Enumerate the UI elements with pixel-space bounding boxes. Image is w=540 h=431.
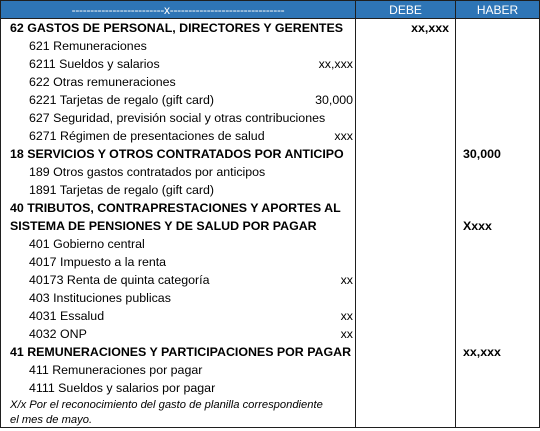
table-row <box>1 200 539 218</box>
haber-amount: xx,xxx <box>463 345 501 359</box>
partial-amount: xx <box>340 327 353 341</box>
account-title: 6221 Tarjetas de regalo (gift card) <box>29 93 215 107</box>
table-row <box>1 92 539 110</box>
table-row <box>1 326 539 344</box>
table-row <box>1 218 539 236</box>
account-title: 40 TRIBUTOS, CONTRAPRESTACIONES Y APORTES AL <box>10 201 341 215</box>
table-row <box>1 308 539 326</box>
table-row <box>1 236 539 254</box>
table-row <box>1 182 539 200</box>
account-title: 411 Remuneraciones por pagar <box>29 363 203 377</box>
table-row <box>1 272 539 290</box>
account-title: 62 GASTOS DE PERSONAL, DIRECTORES Y GERENTES <box>10 21 344 35</box>
account-title: 189 Otros gastos contratados por anticipos <box>29 165 266 179</box>
account-title: 627 Seguridad, previsión social y otras contribuciones <box>29 111 326 125</box>
partial-amount: xx <box>340 273 353 287</box>
haber-amount: 30,000 <box>463 147 501 161</box>
table-row <box>1 38 539 56</box>
table-row <box>1 413 539 431</box>
table-row <box>1 344 539 362</box>
account-title: 40173 Renta de quinta categoría <box>29 273 210 287</box>
description-header: -------------------------x------------------------------- <box>1 1 355 19</box>
table-row <box>1 20 539 38</box>
table-row <box>1 110 539 128</box>
account-title: 6211 Sueldos y salarios <box>29 57 160 71</box>
table-row <box>1 74 539 92</box>
partial-amount: xxx <box>334 129 353 143</box>
entry-note-line: X/x Por el reconocimiento del gasto de planilla correspondiente <box>10 399 323 411</box>
account-title: 403 Instituciones publicas <box>29 291 171 305</box>
table-row <box>1 362 539 380</box>
debe-header: DEBE <box>356 1 455 19</box>
haber-amount: Xxxx <box>463 219 492 233</box>
account-title: 4111 Sueldos y salarios por pagar <box>29 381 216 395</box>
account-title: 41 REMUNERACIONES Y PARTICIPACIONES POR PAGAR <box>10 345 352 359</box>
account-title: 1891 Tarjetas de regalo (gift card) <box>29 183 215 197</box>
table-row <box>1 56 539 74</box>
account-title: 6271 Régimen de presentaciones de salud <box>29 129 265 143</box>
partial-amount: 30,000 <box>315 93 353 107</box>
table-row <box>1 254 539 272</box>
debe-amount: xx,xxx <box>411 21 449 35</box>
account-title: 621 Remuneraciones <box>29 39 147 53</box>
account-title: 18 SERVICIOS Y OTROS CONTRATADOS POR ANTICIPO <box>10 147 344 161</box>
table-row <box>1 380 539 398</box>
table-row <box>1 164 539 182</box>
account-title: 4031 Essalud <box>29 309 105 323</box>
account-title: 4032 ONP <box>29 327 87 341</box>
partial-amount: xx,xxx <box>318 57 353 71</box>
partial-amount: xx <box>340 309 353 323</box>
entry-note-line: el mes de mayo. <box>10 414 93 426</box>
table-row <box>1 146 539 164</box>
account-title: 401 Gobierno central <box>29 237 145 251</box>
table-row <box>1 290 539 308</box>
account-title: SISTEMA DE PENSIONES Y DE SALUD POR PAGAR <box>10 219 317 233</box>
table-row <box>1 128 539 146</box>
account-title: 622 Otras remuneraciones <box>29 75 176 89</box>
account-title: 4017 Impuesto a la renta <box>29 255 167 269</box>
haber-header: HABER <box>456 1 539 19</box>
